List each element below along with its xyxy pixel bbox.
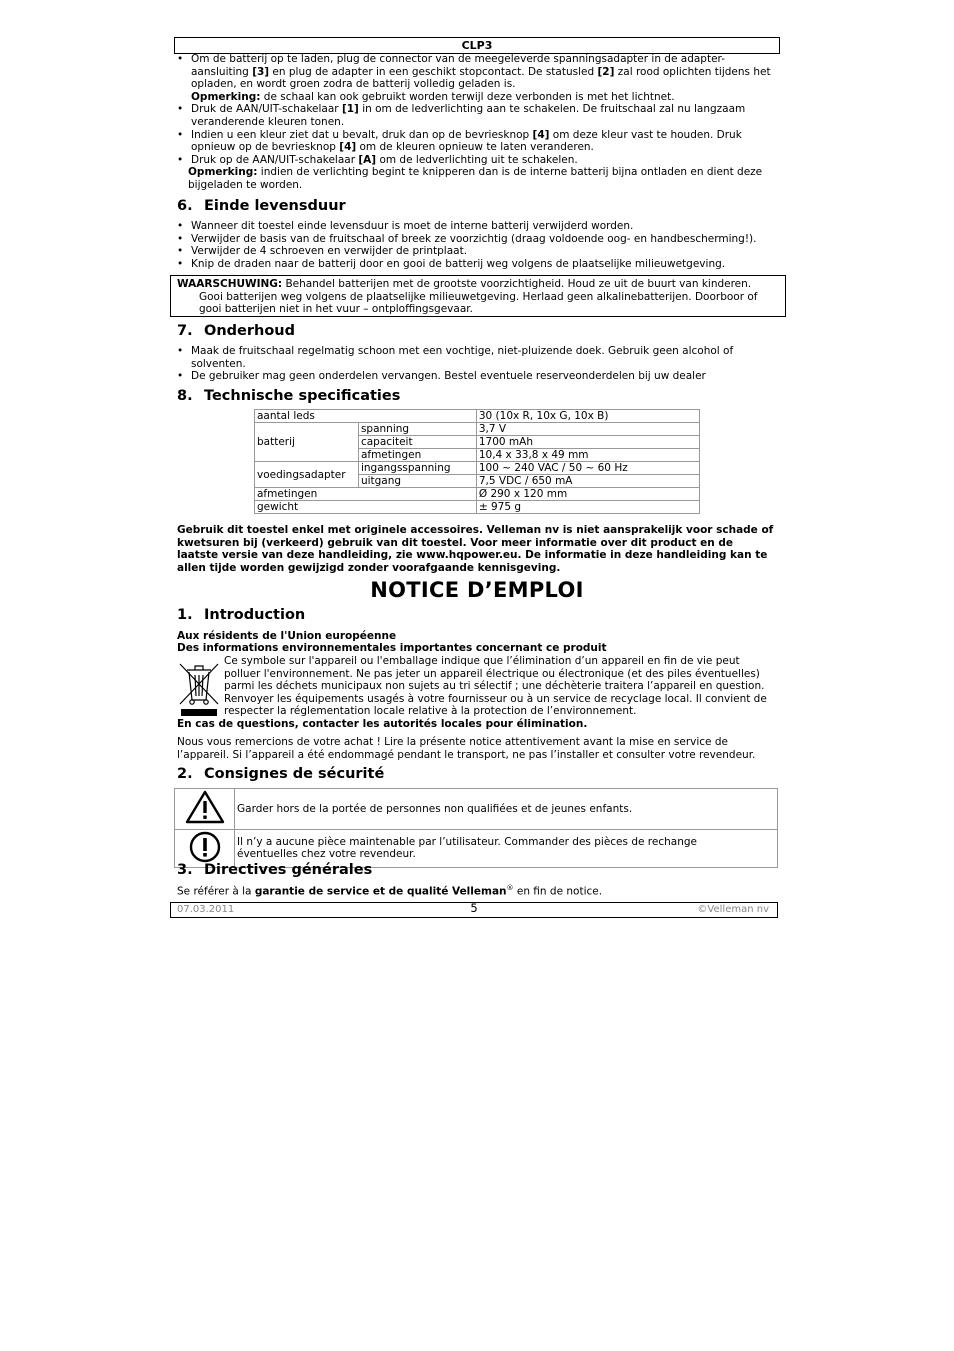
footer-date: 07.03.2011 — [177, 904, 235, 915]
page-header — [174, 37, 780, 54]
thanks-text: Nous vous remercions de votre achat ! Lire la présente notice attentivement avant la mise en service de l’appareil. Si l’appareil a été endommagé pendant le transport, ne pas l’installer et consulter votre revendeur. — [177, 736, 756, 761]
list-item: • Druk de AAN/UIT-schakelaar [1] in om de ledverlichting aan te schakelen. De fruitschaal zal nu langzaam veranderende kleuren tonen. — [177, 103, 777, 128]
section-7-list — [177, 345, 747, 383]
section-heading-6: 6. Einde levensduur — [177, 198, 346, 214]
list-item: • De gebruiker mag geen onderdelen vervangen. Bestel eventuele reserveonderdelen bij uw dealer — [177, 370, 747, 383]
warranty-line: Se référer à la garantie de service et de qualité Velleman® en fin de notice. — [177, 884, 603, 898]
eu-heading: Aux résidents de l'Union européenne Des informations environnementales importantes concernant ce produit — [177, 630, 607, 655]
model-label: CLP3 — [461, 39, 493, 52]
disclaimer: Gebruik dit toestel enkel met originele accessoires. Velleman nv is niet aansprakelijk voor schade of kwetsuren bij (verkeerd) gebruik van dit toestel. Voor meer informatie over dit product en de laatste versie van deze handleiding, zie www.hqpower.eu. De informatie in deze handleiding kan te allen tijde worden gewijzigd zonder voorafgaande kennisgeving. — [177, 524, 774, 574]
list-item: • Om de batterij op te laden, plug de connector van de meegeleverde spanningsadapter in de adapter-aansluiting [3] en plug de adapter in een geschikt stopcontact. De statusled [2] zal rood oplichten tijdens het opladen, en wordt groen zodra de batterij volledig geladen is. Opmerking: de schaal kan ook gebruikt worden terwijl deze verbonden is met het lichtnet. — [177, 53, 777, 103]
battery-note: Opmerking: indien de verlichting begint te knipperen dan is de interne batterij bijna ontladen en dient deze bijgeladen te worden. — [188, 166, 763, 191]
section-heading-7: 7. Onderhoud — [177, 323, 296, 339]
intro-bullets — [177, 53, 777, 192]
weee-text: Ce symbole sur l'appareil ou l'emballage indique que l’élimination d’un appareil en fin de vie peut polluer l'environnement. Ne pas jeter un appareil électrique ou électronique (et des piles éventuelles) parmi les déchets municipaux non sujets au tri sélectif ; une déchèterie traitera l’appareil en question. Renvoyer les équipements usagés à votre fournisseur ou à un service de recyclage local. Il convient de respecter la réglementation locale relative à la protection de l’environnement. — [224, 655, 767, 718]
list-item: • Indien u een kleur ziet dat u bevalt, druk dan op de bevriesknop [4] om deze kleur vast te houden. Druk opnieuw op de bevriesknop [4] om de kleuren opnieuw te laten veranderen. — [177, 129, 777, 154]
warning-box: WAARSCHUWING: Behandel batterijen met de grootste voorzichtigheid. Houd ze uit de buurt van kinderen. Gooi batterijen weg volgens de plaatselijke milieuwetgeving. Herlaad geen alkalinebatterijen. Doorboor of gooi batterijen niet in het vuur – ontploffingsgevaar. — [170, 275, 786, 317]
page-footer — [170, 902, 778, 918]
warning-triangle-icon — [175, 789, 235, 830]
table-row: Il n’y a aucune pièce maintenable par l’utilisateur. Commander des pièces de rechange éventuelles chez votre revendeur. — [175, 829, 778, 868]
page-number: 5 — [470, 901, 478, 915]
list-item: • Verwijder de 4 schroeven en verwijder de printplaat. — [177, 245, 782, 258]
table-row: Garder hors de la portée de personnes non qualifiées et de jeunes enfants. — [175, 789, 778, 830]
list-item: • Maak de fruitschaal regelmatig schoon met een vochtige, niet-pluizende doek. Gebruik geen alcohol of solventen. — [177, 345, 747, 370]
table-row: afmetingen Ø 290 x 120 mm — [255, 488, 700, 501]
table-row: voedingsadapter ingangsspanning 100 ~ 240 VAC / 50 ~ 60 Hz — [255, 462, 700, 475]
table-row: uitgang 7,5 VDC / 650 mA — [255, 475, 700, 488]
table-row: capaciteit 1700 mAh — [255, 436, 700, 449]
spec-table — [254, 409, 700, 514]
table-row: aantal leds 30 (10x R, 10x G, 10x B) — [255, 410, 700, 423]
table-row: batterij spanning 3,7 V — [255, 423, 700, 436]
section-heading-fr3: 3. Directives générales — [177, 862, 373, 878]
contact-line: En cas de questions, contacter les autorités locales pour élimination. — [177, 718, 588, 730]
list-item: • Knip de draden naar de batterij door en gooi de batterij weg volgens de plaatselijke milieuwetgeving. — [177, 258, 782, 271]
section-heading-fr1: 1. Introduction — [177, 607, 306, 623]
list-item: • Wanneer dit toestel einde levensduur is moet de interne batterij verwijderd worden. — [177, 220, 782, 233]
footer-copyright: ©Velleman nv — [697, 904, 769, 915]
section-heading-fr2: 2. Consignes de sécurité — [177, 766, 385, 782]
page-title: NOTICE D’EMPLOI — [370, 578, 584, 602]
section-6-list — [177, 220, 782, 270]
safety-table — [174, 788, 778, 868]
list-item: • Druk op de AAN/UIT-schakelaar [A] om de ledverlichting uit te schakelen. — [177, 154, 777, 167]
list-item: • Verwijder de basis van de fruitschaal of breek ze voorzichtig (draag voldoende oog- en handbescherming!). — [177, 233, 782, 246]
section-heading-8: 8. Technische specificaties — [177, 388, 401, 404]
table-row: afmetingen 10,4 x 33,8 x 49 mm — [255, 449, 700, 462]
weee-bin-icon — [177, 656, 221, 718]
table-row: gewicht ± 975 g — [255, 501, 700, 514]
